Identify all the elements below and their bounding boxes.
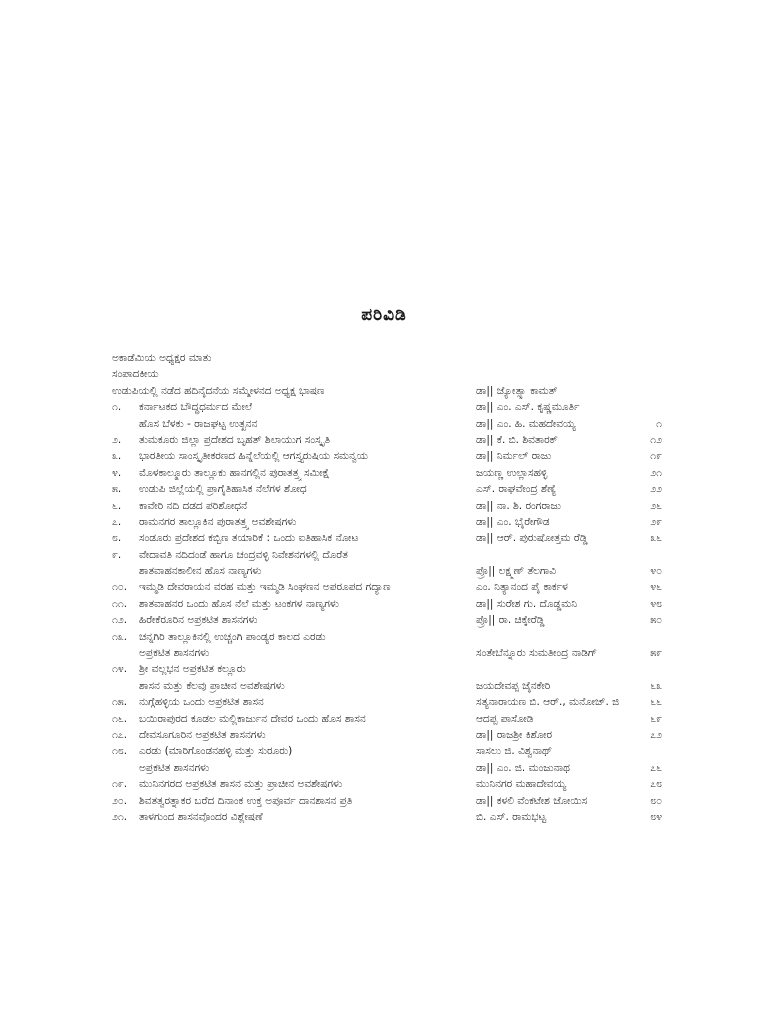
toc-entry-title: ಸಂಪಾದಕೀಯ — [112, 368, 159, 381]
toc-entry — [112, 350, 662, 366]
toc-entry — [112, 743, 662, 759]
toc-entry-author: ಎಂ. ನಿತ್ಯಾನಂದ ಪೈ ಕಾರ್ಕಳ — [476, 581, 568, 594]
toc-entry-title: ಅಪ್ರಕಟಿತ ಶಾಸನಗಳು — [139, 647, 210, 660]
toc-entry-number: ೮. — [112, 532, 122, 545]
toc-entry — [112, 776, 662, 792]
toc-entry — [112, 760, 662, 776]
toc-entry-number: ೧೫. — [112, 696, 128, 709]
toc-entry-author: ಸಂತೇಬೆನ್ನೂರು ಸುಮತೀಂದ್ರ ನಾಡಿಗ್ — [476, 647, 597, 660]
toc-entry-author: ಜಯಣ್ಣ ಉಲ್ಲಾಸಹಳ್ಳಿ — [476, 466, 548, 479]
toc-entry — [112, 793, 662, 809]
toc-entry-author: ಡಾ|| ಆರ್. ಪುರುಷೋತ್ತಮ ರೆಡ್ಡಿ — [476, 532, 588, 545]
toc-entry — [112, 399, 662, 415]
toc-entry-page-number: ೨೬ — [650, 499, 662, 512]
toc-entry-author: ಜಯದೇವಪ್ಪ ಜೈನಕೇರಿ — [476, 679, 551, 692]
toc-entry-page-number: ೪೦ — [650, 565, 662, 578]
toc-entry-title: ನುಗ್ಗೆಹಳ್ಳಿಯ ಒಂದು ಅಪ್ರಕಟಿತ ಶಾಸನ — [139, 696, 264, 709]
toc-entry-number: ೪. — [112, 466, 122, 479]
toc-entry-number: ೧೪. — [112, 663, 128, 676]
toc-entry — [112, 645, 662, 661]
toc-entry-number: ೧೨. — [112, 614, 128, 627]
toc-entry-title: ಭಾರತೀಯ ಸಾಂಸ್ಕೃತೀಕರಣದ ಹಿನ್ನೆಲೆಯಲ್ಲಿ ಆಗಸ್ತ್ಯರುಷಿಯ ಸಮನ್ವಯ — [139, 450, 368, 463]
toc-entry-title: ಉಡುಪಿಯಲ್ಲಿ ನಡೆದ ಹದಿನೈದನೆಯ ಸಮ್ಮೇಳನದ ಅಧ್ಯಕ್ಷ ಭಾಷಣ — [112, 384, 325, 397]
toc-entry-title: ದೇವಸೂಗೂರಿನ ಅಪ್ರಕಟಿತ ಶಾಸನಗಳು — [139, 728, 266, 741]
toc-entry-title: ಅಕಾಡೆಮಿಯ ಅಧ್ಯಕ್ಷರ ಮಾತು — [112, 352, 212, 364]
toc-entry — [112, 629, 662, 645]
toc-entry-author: ಪ್ರೊ|| ಲಕ್ಷ್ಮಣ್ ತೆಲಗಾವಿ — [476, 565, 557, 578]
toc-entry-title: ಶಿವತತ್ವರತ್ನಾಕರ ಬರೆದ ದಿನಾಂಕ ಉಕ್ತ ಅಪೂರ್ವ ದಾನಶಾಸನ ಪ್ರತಿ — [139, 794, 353, 807]
toc-entry-number: ೧೯. — [112, 778, 128, 791]
toc-entry-title: ಶಾತವಾಹನಕಾಲೀನ ಹೊಸ ನಾಣ್ಯಗಳು — [139, 565, 262, 578]
toc-entry — [112, 596, 662, 612]
toc-entry-title: ಮುನಿನಗರದ ಅಪ್ರಕಟಿತ ಶಾಸನ ಮತ್ತು ಪ್ರಾಚೀನ ಅವಶೇಷಗಳು — [139, 778, 343, 791]
toc-entry-page-number: ೮೪ — [650, 810, 662, 823]
toc-entry — [112, 481, 662, 497]
toc-entry-title: ಹೊಸ ಬೆಳಕು - ರಾಜಘಟ್ಟ ಉತ್ಖನನ — [139, 417, 258, 430]
toc-entry-author: ಡಾ|| ಎಂ. ಹಿ. ಮಹದೇವಯ್ಯ — [476, 417, 576, 430]
toc-entry-page-number: ೫೦ — [650, 614, 662, 627]
toc-entry — [112, 366, 662, 382]
toc-entry-page-number: ೬೬ — [650, 696, 662, 709]
toc-entry-number: ೧೧. — [112, 597, 128, 610]
toc-entry-author: ಡಾ|| ಎಂ. ಭೈರೇಗೌಡ — [476, 515, 550, 528]
toc-entry-title: ಶಾಸನ ಮತ್ತು ಕೆಲವು ಪ್ರಾಚೀನ ಅವಶೇಷಗಳು — [139, 679, 285, 692]
toc-entry-page-number: ೮೦ — [650, 794, 662, 807]
toc-entry-page-number: ೭೨ — [650, 728, 662, 741]
toc-entry — [112, 514, 662, 530]
toc-entry-number: ೧೩. — [112, 630, 128, 643]
toc-entry-title: ಇಮ್ಮಡಿ ದೇವರಾಯನ ವರಹ ಮತ್ತು ಇಮ್ಮಡಿ ಸಿಂಘಣನ ಅಪರೂಪದ ಗದ್ಯಾಣ — [139, 581, 391, 594]
toc-entry-title: ಶಾತವಾಹನರ ಒಂದು ಹೊಸ ನೆಲೆ ಮತ್ತು ಟಂಕಗಳ ನಾಣ್ಯಗಳು — [139, 597, 340, 610]
toc-entry-page-number: ೭೬ — [650, 761, 662, 774]
toc-entry-author: ಆದಪ್ಪ ಪಾಸೋಡಿ — [476, 712, 534, 725]
toc-entry-page-number: ೭೮ — [650, 778, 662, 791]
toc-entry-number: ೫. — [112, 483, 122, 496]
toc-entry — [112, 465, 662, 481]
toc-entry — [112, 809, 662, 825]
toc-entry — [112, 694, 662, 710]
toc-entry-number: ೧೦. — [112, 581, 128, 594]
toc-entry — [112, 661, 662, 677]
toc-entry-author: ಡಾ|| ನಿರ್ಮಲ್ ರಾಜು — [476, 450, 552, 463]
toc-entry-author: ಡಾ|| ಎಂ. ಎಸ್. ಕೃಷ್ಣಮೂರ್ತಿ — [476, 401, 580, 414]
toc-entry-author: ಮುನಿನಗರ ಮಹಾದೇವಯ್ಯ — [476, 778, 567, 791]
toc-entry — [112, 563, 662, 579]
toc-entry-number: ೬. — [112, 499, 122, 512]
toc-entry — [112, 448, 662, 464]
toc-entry-author: ಡಾ|| ಕಳಲಿ ವೆಂಕಟೇಶ ಜೋಯಿಸ — [476, 794, 588, 807]
toc-entry-page-number: ೧೨ — [650, 433, 662, 446]
toc-entry — [112, 383, 662, 399]
toc-entry-title: ಹಿರೇಕೆರೂರಿನ ಅಪ್ರಕಟಿತ ಶಾಸನಗಳು — [139, 614, 258, 627]
toc-entry-author: ಡಾ|| ಸುರೇಶ ಗು. ದೊಡ್ಡಮನಿ — [476, 597, 578, 610]
toc-entry-page-number: ೪೮ — [650, 597, 662, 610]
toc-entry-author: ಡಾ|| ಕೆ. ಬಿ. ಶಿವತಾರಕ್ — [476, 433, 558, 446]
toc-entry-number: ೧೬. — [112, 712, 128, 725]
toc-entry-author: ಪ್ರೊ|| ರಾ. ಚಿಕ್ಕೇರೆಡ್ಡಿ — [476, 614, 545, 627]
toc-entry-page-number: ೨೧ — [650, 466, 662, 479]
toc-entry-page-number: ೬೯ — [650, 712, 662, 725]
toc-entry-title: ಉಡುಪಿ ಜಿಲ್ಲೆಯಲ್ಲಿ ಪ್ರಾಗೈತಿಹಾಸಿಕ ನೆಲೆಗಳ ಶೋಧ — [139, 483, 307, 496]
toc-entry — [112, 547, 662, 563]
toc-entry-author: ಡಾ|| ಎಂ. ಜಿ. ಮಂಜುನಾಥ — [476, 761, 570, 774]
toc-entry-page-number: ೧ — [656, 417, 662, 430]
page-title: ಪರಿವಿಡಿ — [361, 305, 407, 325]
toc-entry-author: ಬಿ. ಎಸ್. ರಾಮಭಟ್ಟ — [476, 810, 547, 823]
toc-entry-title: ವೇದಾವತಿ ನದಿದಂಡೆ ಹಾಗೂ ಚಂದ್ರವಳ್ಳಿ ನಿವೇಶನಗಳಲ್ಲಿ ದೊರೆತ — [139, 548, 348, 561]
toc-entry — [112, 678, 662, 694]
toc-entry-page-number: ೩೬ — [650, 532, 662, 545]
toc-entry-title: ಕರ್ನಾಟಕದ ಬೌದ್ಧಧರ್ಮದ ಮೇಲೆ — [139, 401, 253, 414]
toc-entry-title: ಕಾವೇರಿ ನದಿ ದಡದ ಪರಿಶೋಧನೆ — [139, 499, 248, 512]
toc-entry-page-number: ೪೬ — [650, 581, 662, 594]
toc-entry-page-number: ೨೨ — [650, 483, 662, 496]
toc-entry-number: ೧೮. — [112, 745, 128, 758]
toc-entry-title: ರಾಮನಗರ ತಾಲ್ಲೂಕಿನ ಪುರಾತತ್ತ್ವ ಅವಶೇಷಗಳು — [139, 515, 297, 528]
toc-entry-title: ಶ್ರೀ ವಲ್ಲಭನ ಅಪ್ರಕಟಿತ ಕಲ್ಲೂರು — [139, 663, 246, 676]
toc-entry — [112, 579, 662, 595]
toc-entry-number: ೨೧. — [112, 810, 128, 823]
toc-entry-title: ತುಮಕೂರು ಜಿಲ್ಲಾ ಪ್ರದೇಶದ ಬೃಹತ್ ಶಿಲಾಯುಗ ಸಂಸ್ಕೃತಿ — [139, 433, 331, 446]
toc-entry — [112, 530, 662, 546]
toc-entry-number: ೯. — [112, 548, 122, 561]
toc-entry-author: ಎಸ್. ರಾಘವೇಂದ್ರ ಶೆಣ್ಯೆ — [476, 483, 557, 496]
toc-entry-number: ೭. — [112, 515, 122, 528]
toc-entry — [112, 711, 662, 727]
toc-entry-author: ಡಾ|| ಜ್ಯೋತ್ಸ್ನಾ ಕಾಮತ್ — [476, 384, 558, 397]
toc-entry-title: ತಾಳಗುಂದ ಶಾಸನವೊಂದರ ವಿಶ್ಲೇಷಣೆ — [139, 810, 263, 823]
toc-entry-number: ೩. — [112, 450, 122, 463]
toc-entry-title: ಸಂಡೂರು ಪ್ರದೇಶದ ಕಬ್ಬಿಣ ತಯಾರಿಕೆ : ಒಂದು ಐತಿಹಾಸಿಕ ನೋಟ — [139, 532, 359, 545]
toc-entry-title: ಎರಡು (ಮಾರಿಗೊಂಡನಹಳ್ಳಿ ಮತ್ತು ಸುರೂರು) — [139, 745, 293, 758]
toc-entry-number: ೧೭. — [112, 728, 128, 741]
toc-entry-page-number: ೬೩ — [650, 679, 662, 692]
toc-entry-number: ೧. — [112, 401, 122, 414]
toc-entry — [112, 612, 662, 628]
toc-entry-author: ಡಾ|| ನಾ. ಶಿ. ರಂಗರಾಜು — [476, 499, 561, 512]
toc-entry-number: ೨೦. — [112, 794, 128, 807]
toc-entry-title: ಮೊಳಕಾಲ್ಮೂರು ತಾಲ್ಲೂಕು ಹಾನಗಲ್ಲಿನ ಪುರಾತತ್ತ್ವ ಸಮೀಕ್ಷೆ — [139, 466, 330, 479]
toc-entry-page-number: ೧೯ — [650, 450, 662, 463]
toc-entry — [112, 432, 662, 448]
toc-entry — [112, 498, 662, 514]
toc-entry-title: ಚನ್ನಗಿರಿ ತಾಲ್ಲೂಕಿನಲ್ಲಿ ಉಚ್ಚಂಗಿ ಪಾಂಡ್ಯರ ಕಾಲದ ಎರಡು — [139, 630, 326, 643]
toc-entry-page-number: ೨೯ — [650, 515, 662, 528]
toc-entry — [112, 416, 662, 432]
toc-entry-page-number: ೫೯ — [650, 647, 662, 660]
toc-entry-title: ಅಪ್ರಕಟಿತ ಶಾಸನಗಳು — [139, 761, 210, 774]
toc-entry-title: ಬಯಿರಾಪುರದ ಕೂಡಲ ಮಲ್ಲಿಕಾರ್ಜುನ ದೇವರ ಒಂದು ಹೊಸ ಶಾಸನ — [139, 712, 366, 725]
toc-entry-number: ೨. — [112, 433, 122, 446]
toc-entry-author: ಡಾ|| ರಾಜಶ್ರೀ ಕಿಶೋರ — [476, 728, 553, 741]
table-of-contents — [112, 350, 662, 825]
toc-entry-author: ಸತ್ಯನಾರಾಯಣ ಬಿ. ಆರ್., ಮನೋಜ್. ಜಿ — [476, 696, 620, 709]
toc-entry — [112, 727, 662, 743]
toc-entry-author: ಸಾಸಲು ಜಿ. ವಿಶ್ವನಾಥ್ — [476, 745, 553, 758]
